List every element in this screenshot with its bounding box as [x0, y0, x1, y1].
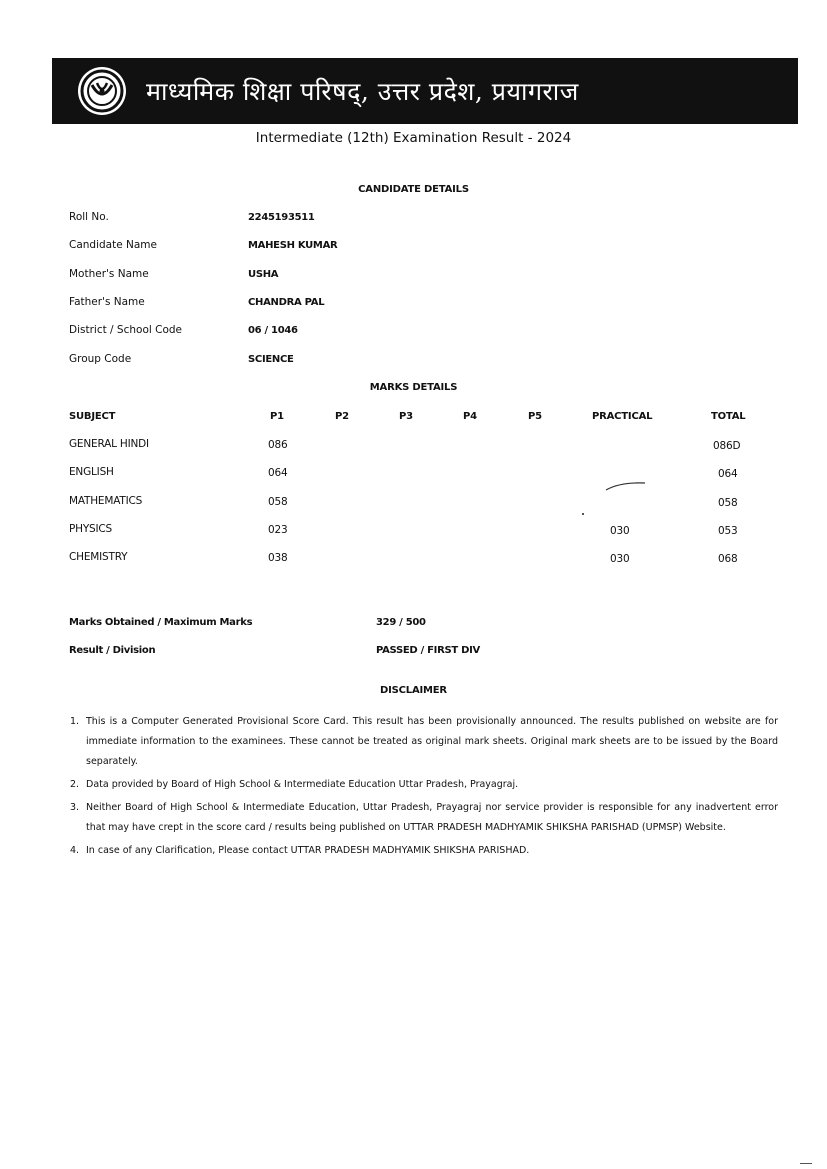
table-cell-total: 068 [718, 553, 738, 565]
pen-mark [600, 478, 650, 494]
col-p4-header: P4 [463, 411, 477, 422]
district-school-code-value: 06 / 1046 [248, 325, 298, 336]
result-division-value: PASSED / FIRST DIV [376, 645, 480, 656]
roll-no-label: Roll No. [69, 211, 109, 223]
table-row-subject: GENERAL HINDI [69, 438, 149, 450]
upmsp-emblem-icon [78, 67, 126, 115]
table-cell-total: 086D [713, 440, 741, 452]
mother-name-label: Mother's Name [69, 268, 149, 280]
table-cell-total: 064 [718, 468, 738, 480]
table-cell-p1: 058 [268, 496, 288, 508]
candidate-name-label: Candidate Name [69, 239, 157, 251]
board-name: माध्यमिक शिक्षा परिषद्, उत्तर प्रदेश, प्रयागराज [146, 77, 579, 106]
disclaimer-heading: DISCLAIMER [380, 685, 447, 696]
table-row-subject: MATHEMATICS [69, 495, 143, 507]
table-row-subject: PHYSICS [69, 523, 112, 535]
father-name-value: CHANDRA PAL [248, 297, 325, 308]
col-total-header: TOTAL [711, 411, 746, 422]
candidate-name-value: MAHESH KUMAR [248, 240, 338, 251]
col-p3-header: P3 [399, 411, 413, 422]
candidate-details-heading: CANDIDATE DETAILS [358, 184, 469, 195]
disclaimer-list [70, 712, 778, 864]
scan-speck [800, 1163, 812, 1164]
list-item: 3. Neither Board of High School & Intermediate Education, Uttar Pradesh, Prayagraj nor service provider is responsible for any inadvertent error that may have crept in the score card / results being published on UTTAR PRADESH MADHYAMIK SHIKSHA PARISHAD (UPMSP) Website. [70, 802, 778, 833]
table-cell-practical: 030 [610, 525, 630, 537]
exam-title: Intermediate (12th) Examination Result - 2024 [255, 130, 572, 146]
table-row-subject: CHEMISTRY [69, 551, 128, 563]
district-school-code-label: District / School Code [69, 324, 183, 336]
list-item: 2. Data provided by Board of High School & Intermediate Education Uttar Pradesh, Prayagraj. [70, 779, 519, 790]
table-cell-total: 053 [718, 525, 738, 537]
scan-speck [582, 513, 584, 515]
col-p1-header: P1 [270, 411, 284, 422]
mother-name-value: USHA [248, 269, 279, 280]
col-practical-header: PRACTICAL [592, 411, 653, 422]
table-cell-total: 058 [718, 497, 738, 509]
group-code-value: SCIENCE [248, 354, 294, 365]
table-cell-p1: 023 [268, 524, 288, 536]
list-item: 4. In case of any Clarification, Please contact UTTAR PRADESH MADHYAMIK SHIKSHA PARISHAD. [70, 845, 530, 856]
result-division-label: Result / Division [69, 645, 156, 656]
list-item: 1. This is a Computer Generated Provisional Score Card. This result has been provisionally announced. The results published on website are for immediate information to the examinees. These cannot be treated as original mark sheets. Original mark sheets are to be issued by the Board separately. [70, 716, 778, 767]
table-cell-p1: 064 [268, 467, 288, 479]
table-cell-p1: 038 [268, 552, 288, 564]
marks-obtained-value: 329 / 500 [376, 617, 426, 628]
marks-details-heading: MARKS DETAILS [369, 382, 458, 393]
table-row-subject: ENGLISH [69, 466, 114, 478]
col-p5-header: P5 [528, 411, 542, 422]
col-subject-header: SUBJECT [69, 411, 116, 422]
roll-no-value: 2245193511 [248, 212, 315, 223]
marks-obtained-label: Marks Obtained / Maximum Marks [69, 617, 253, 628]
group-code-label: Group Code [69, 353, 132, 365]
table-cell-practical: 030 [610, 553, 630, 565]
col-p2-header: P2 [335, 411, 349, 422]
table-cell-p1: 086 [268, 439, 288, 451]
father-name-label: Father's Name [69, 296, 145, 308]
header-banner [52, 58, 798, 124]
